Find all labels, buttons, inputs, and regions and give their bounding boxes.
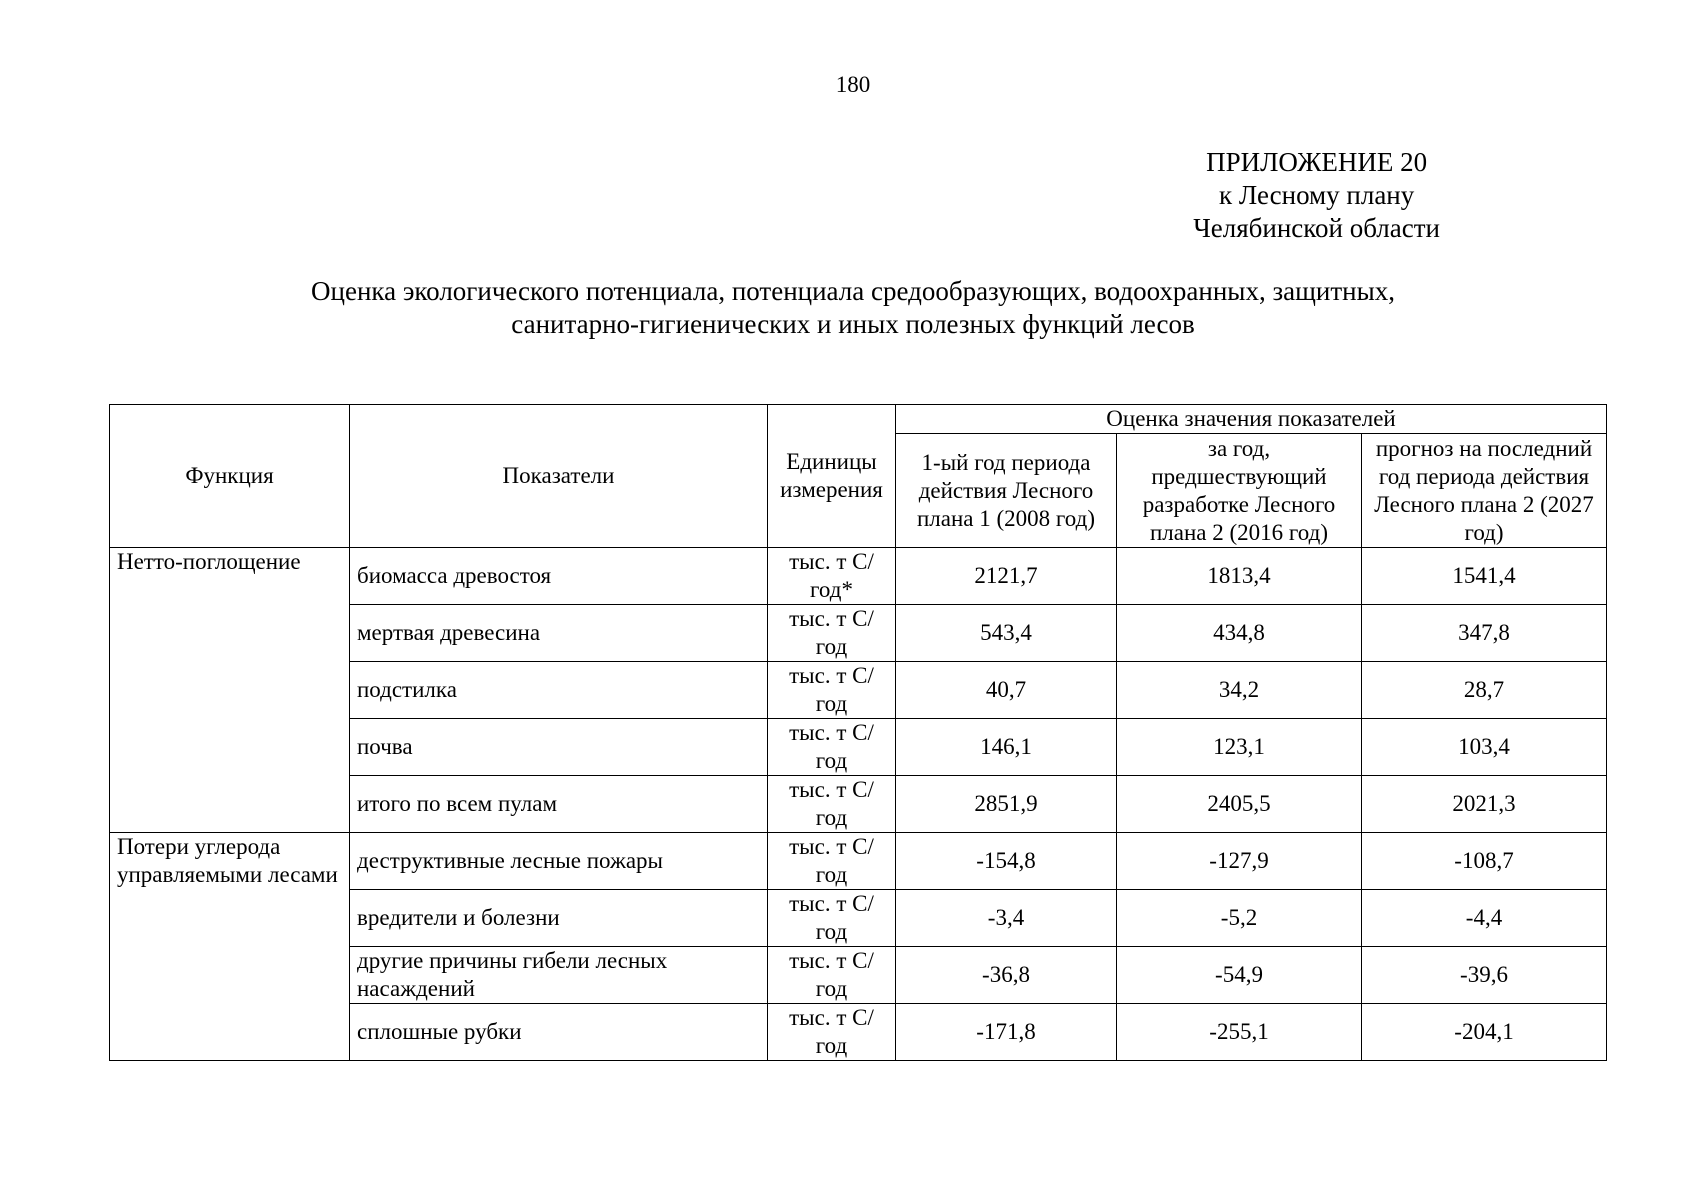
unit-cell: тыс. т С/год xyxy=(768,776,896,833)
value-2027-cell: -204,1 xyxy=(1362,1004,1607,1061)
header-evaluation: Оценка значения показателей xyxy=(896,405,1607,434)
unit-cell: тыс. т С/год* xyxy=(768,548,896,605)
document-title-line-2: санитарно-гигиенических и иных полезных функций лесов xyxy=(511,309,1195,339)
value-2008-cell: 146,1 xyxy=(896,719,1117,776)
indicator-cell: вредители и болезни xyxy=(350,890,768,947)
indicator-cell: другие причины гибели лесных насаждений xyxy=(350,947,768,1004)
value-2027-cell: 347,8 xyxy=(1362,605,1607,662)
appendix-line-3: Челябинской области xyxy=(1193,213,1440,243)
value-2016-cell: 2405,5 xyxy=(1117,776,1362,833)
header-year-2027: прогноз на последний год периода действия Лесного плана 2 (2027 год) xyxy=(1362,434,1607,548)
unit-cell: тыс. т С/год xyxy=(768,947,896,1004)
indicator-cell: биомасса древостоя xyxy=(350,548,768,605)
indicator-cell: подстилка xyxy=(350,662,768,719)
value-2016-cell: -127,9 xyxy=(1117,833,1362,890)
value-2008-cell: 2121,7 xyxy=(896,548,1117,605)
table-body xyxy=(110,548,1607,1061)
value-2027-cell: -4,4 xyxy=(1362,890,1607,947)
header-function: Функция xyxy=(110,405,350,548)
header-units: Единицы измерения xyxy=(768,405,896,548)
value-2016-cell: -5,2 xyxy=(1117,890,1362,947)
value-2008-cell: -171,8 xyxy=(896,1004,1117,1061)
value-2008-cell: -36,8 xyxy=(896,947,1117,1004)
unit-cell: тыс. т С/год xyxy=(768,719,896,776)
appendix-line-2: к Лесному плану xyxy=(1218,180,1415,210)
unit-cell: тыс. т С/год xyxy=(768,662,896,719)
value-2016-cell: -54,9 xyxy=(1117,947,1362,1004)
function-cell: Потери углерода управляемыми лесами xyxy=(110,833,350,1061)
unit-cell: тыс. т С/год xyxy=(768,1004,896,1061)
value-2027-cell: 1541,4 xyxy=(1362,548,1607,605)
header-indicators: Показатели xyxy=(350,405,768,548)
document-title xyxy=(0,275,1698,341)
table-row xyxy=(110,833,1607,890)
value-2008-cell: 543,4 xyxy=(896,605,1117,662)
indicator-cell: сплошные рубки xyxy=(350,1004,768,1061)
value-2027-cell: 28,7 xyxy=(1362,662,1607,719)
value-2027-cell: -108,7 xyxy=(1362,833,1607,890)
value-2016-cell: -255,1 xyxy=(1117,1004,1362,1061)
appendix-line-1: ПРИЛОЖЕНИЕ 20 xyxy=(1206,147,1428,177)
evaluation-table xyxy=(109,404,1607,1061)
value-2016-cell: 1813,4 xyxy=(1117,548,1362,605)
indicator-cell: мертвая древесина xyxy=(350,605,768,662)
indicator-cell: деструктивные лесные пожары xyxy=(350,833,768,890)
unit-cell: тыс. т С/год xyxy=(768,605,896,662)
function-cell: Нетто-поглощение xyxy=(110,548,350,833)
value-2027-cell: 2021,3 xyxy=(1362,776,1607,833)
value-2008-cell: 2851,9 xyxy=(896,776,1117,833)
value-2027-cell: 103,4 xyxy=(1362,719,1607,776)
value-2027-cell: -39,6 xyxy=(1362,947,1607,1004)
table-row xyxy=(110,548,1607,605)
value-2008-cell: -3,4 xyxy=(896,890,1117,947)
document-title-line-1: Оценка экологического потенциала, потенциала средообразующих, водоохранных, защитных, xyxy=(311,276,1395,306)
header-year-2008: 1-ый год периода действия Лесного плана 1 (2008 год) xyxy=(896,434,1117,548)
value-2016-cell: 123,1 xyxy=(1117,719,1362,776)
value-2016-cell: 434,8 xyxy=(1117,605,1362,662)
value-2008-cell: -154,8 xyxy=(896,833,1117,890)
unit-cell: тыс. т С/год xyxy=(768,890,896,947)
value-2016-cell: 34,2 xyxy=(1117,662,1362,719)
value-2008-cell: 40,7 xyxy=(896,662,1117,719)
appendix-header xyxy=(1193,146,1440,245)
header-year-2016: за год, предшествующий разработке Лесного плана 2 (2016 год) xyxy=(1117,434,1362,548)
unit-cell: тыс. т С/год xyxy=(768,833,896,890)
page-number: 180 xyxy=(835,72,871,97)
indicator-cell: почва xyxy=(350,719,768,776)
indicator-cell: итого по всем пулам xyxy=(350,776,768,833)
